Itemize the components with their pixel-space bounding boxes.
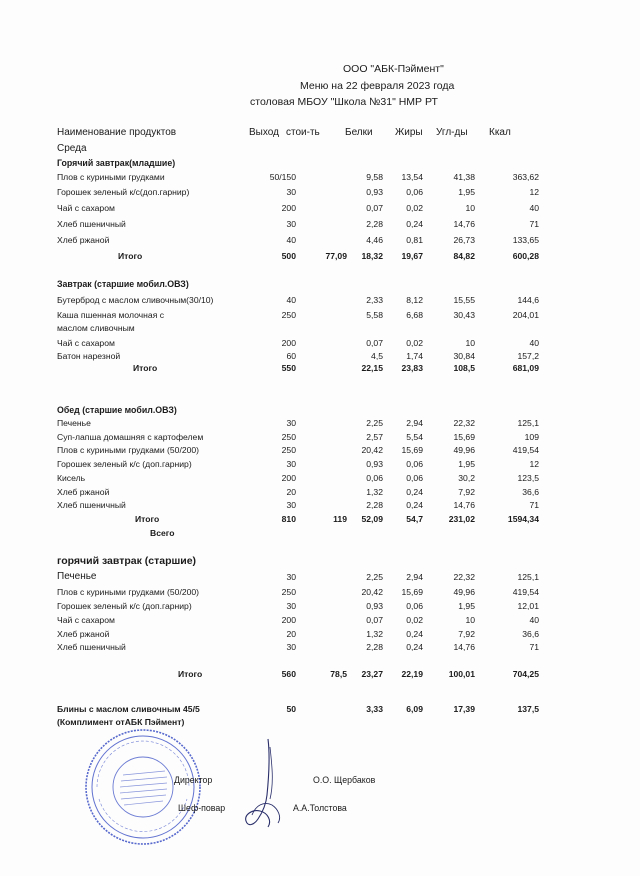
cell-carbs: 10	[465, 203, 475, 213]
cell-name: Хлеб пшеничный	[57, 219, 126, 229]
cell-carbs: 17,39	[453, 704, 475, 714]
cell-fats: 0,06	[406, 601, 423, 611]
table-row	[0, 486, 640, 498]
cell-name: Хлеб ржаной	[57, 629, 110, 639]
cell-carbs: 14,76	[453, 500, 475, 510]
cell-kcal: 71	[529, 642, 539, 652]
cell-fats: 22,19	[401, 669, 423, 679]
cell-proteins: 1,32	[366, 629, 383, 639]
cell-kcal: 125,1	[517, 418, 539, 428]
cell-kcal: 71	[529, 219, 539, 229]
cell-name: Каша пшенная молочная с	[57, 310, 165, 320]
cell-cost: 77,09	[325, 251, 347, 261]
grand-total-label: Всего	[150, 528, 175, 538]
cell-carbs: 30,43	[453, 310, 475, 320]
cell-proteins: 2,25	[366, 418, 383, 428]
cell-fats: 2,94	[406, 418, 423, 428]
cell-kcal: 419,54	[512, 587, 539, 597]
cell-proteins: 1,32	[366, 487, 383, 497]
cell-name: Горошек зеленый к/с(доп.гарнир)	[57, 187, 190, 197]
cell-proteins: 3,33	[366, 704, 383, 714]
total-label: Итого	[135, 514, 160, 524]
col-header-cost: стои-ть	[286, 127, 320, 138]
cell-fats: 8,12	[406, 295, 423, 305]
table-row	[0, 309, 640, 321]
table-row	[0, 431, 640, 443]
cell-carbs: 108,5	[453, 363, 475, 373]
cell-proteins: 0,07	[366, 203, 383, 213]
extra-item-row	[0, 703, 640, 715]
cell-proteins: 2,57	[366, 432, 383, 442]
cell-name: Плов с куриными грудками (50/200)	[57, 587, 200, 597]
cell-kcal: 419,54	[512, 445, 539, 455]
cell-fats: 15,69	[401, 587, 423, 597]
table-row	[0, 337, 640, 349]
cell-carbs: 10	[465, 338, 475, 348]
cell-kcal: 704,25	[512, 669, 539, 679]
col-header-kcal: Ккал	[489, 127, 511, 138]
cell-carbs: 7,92	[458, 487, 475, 497]
cell-proteins: 2,33	[366, 295, 383, 305]
cell-kcal: 36,6	[522, 629, 539, 639]
cell-out: 30	[286, 219, 296, 229]
cell-out: 200	[281, 203, 296, 213]
cell-carbs: 14,76	[453, 642, 475, 652]
cell-name: Горошек зеленый к/с (доп.гарнир)	[57, 601, 192, 611]
cell-carbs: 26,73	[453, 235, 475, 245]
cell-proteins: 4,5	[371, 351, 383, 361]
cell-fats: 0,24	[406, 629, 423, 639]
table-row	[0, 186, 640, 198]
cell-name: Кисель	[57, 473, 86, 483]
cell-fats: 23,83	[401, 363, 423, 373]
table-row	[0, 472, 640, 484]
cell-kcal: 133,65	[512, 235, 539, 245]
cell-out: 550	[281, 363, 296, 373]
cell-carbs: 30,84	[453, 351, 475, 361]
school-stamp	[83, 727, 203, 847]
cell-proteins: 18,32	[361, 251, 383, 261]
cell-out: 250	[281, 445, 296, 455]
cell-out: 30	[286, 418, 296, 428]
cell-out: 200	[281, 615, 296, 625]
cell-out: 560	[281, 669, 296, 679]
cell-carbs: 100,01	[448, 669, 475, 679]
cell-proteins: 0,93	[366, 459, 383, 469]
cell-fats: 6,09	[406, 704, 423, 714]
cell-fats: 0,24	[406, 219, 423, 229]
cell-proteins: 2,28	[366, 219, 383, 229]
cell-fats: 0,02	[406, 615, 423, 625]
cell-out: 810	[281, 514, 296, 524]
grand-total-row	[0, 527, 640, 539]
canteen-name: столовая МБОУ "Школа №31" НМР РТ	[250, 96, 438, 108]
section-title: Горячий завтрак(младшие)	[57, 158, 176, 168]
table-row-continuation	[0, 322, 640, 334]
cell-carbs: 49,96	[453, 445, 475, 455]
cell-kcal: 125,1	[517, 572, 539, 582]
cell-fats: 0,81	[406, 235, 423, 245]
cell-carbs: 1,95	[458, 187, 475, 197]
cell-proteins: 2,28	[366, 642, 383, 652]
table-row	[0, 234, 640, 246]
director-role: Директор	[174, 775, 213, 785]
cell-name: Чай с сахаром	[57, 338, 115, 348]
cell-kcal: 157,2	[517, 351, 539, 361]
cell-kcal: 40	[529, 615, 539, 625]
cell-kcal: 363,62	[512, 172, 539, 182]
cell-kcal: 12,01	[517, 601, 539, 611]
cell-proteins: 0,93	[366, 601, 383, 611]
table-row	[0, 614, 640, 626]
cell-name: Плов с куриными грудками	[57, 172, 165, 182]
col-header-fats: Жиры	[395, 127, 423, 138]
total-row	[0, 250, 640, 262]
cell-fats: 13,54	[401, 172, 423, 182]
cell-kcal: 204,01	[512, 310, 539, 320]
cell-kcal: 681,09	[512, 363, 539, 373]
cell-carbs: 1,95	[458, 601, 475, 611]
cell-carbs: 49,96	[453, 587, 475, 597]
cell-fats: 0,24	[406, 642, 423, 652]
cell-kcal: 123,5	[517, 473, 539, 483]
cell-name: Блины с маслом сливочным 45/5	[57, 704, 200, 714]
cell-fats: 5,54	[406, 432, 423, 442]
cell-out: 60	[286, 351, 296, 361]
total-label: Итого	[178, 669, 203, 679]
table-row	[0, 600, 640, 612]
cell-fats: 1,74	[406, 351, 423, 361]
cell-kcal: 144,6	[517, 295, 539, 305]
cell-out: 30	[286, 500, 296, 510]
cell-carbs: 1,95	[458, 459, 475, 469]
cell-name: Хлеб ржаной	[57, 235, 110, 245]
table-row	[0, 171, 640, 183]
cell-kcal: 71	[529, 500, 539, 510]
chef-role: Шеф-повар	[178, 803, 226, 813]
cell-carbs: 22,32	[453, 418, 475, 428]
cell-cost: 119	[333, 514, 347, 524]
table-row	[0, 294, 640, 306]
section-title: горячий завтрак (старшие)	[57, 555, 197, 567]
cell-out: 30	[286, 187, 296, 197]
cell-out: 250	[281, 587, 296, 597]
cell-proteins: 2,28	[366, 500, 383, 510]
cell-name: Печенье	[57, 418, 91, 428]
cell-kcal: 40	[529, 338, 539, 348]
cell-proteins: 23,27	[361, 669, 383, 679]
cell-fats: 0,24	[406, 500, 423, 510]
cell-proteins: 20,42	[361, 587, 383, 597]
cell-out: 20	[286, 487, 296, 497]
cell-carbs: 84,82	[453, 251, 475, 261]
menu-date: Меню на 22 февраля 2023 года	[300, 80, 455, 92]
cell-proteins: 0,07	[366, 615, 383, 625]
cell-proteins: 2,25	[366, 572, 383, 582]
cell-proteins: 9,58	[366, 172, 383, 182]
cell-name: Батон нарезной	[57, 351, 121, 361]
total-label: Итого	[118, 251, 143, 261]
cell-fats: 54,7	[406, 514, 423, 524]
table-row	[0, 458, 640, 470]
table-row	[0, 641, 640, 653]
cell-kcal: 12	[529, 459, 539, 469]
table-row	[0, 202, 640, 214]
total-label: Итого	[133, 363, 158, 373]
total-row	[0, 362, 640, 374]
cell-fats: 0,06	[406, 473, 423, 483]
cell-proteins: 0,93	[366, 187, 383, 197]
cell-fats: 0,06	[406, 187, 423, 197]
cell-out: 30	[286, 572, 296, 582]
cell-name: Бутерброд с маслом сливочным(30/10)	[57, 295, 214, 305]
cell-out: 30	[286, 601, 296, 611]
director-name: О.О. Щербаков	[313, 775, 376, 785]
cell-name: Плов с куриными грудками (50/200)	[57, 445, 200, 455]
cell-proteins: 22,15	[361, 363, 383, 373]
cell-out: 30	[286, 459, 296, 469]
cell-carbs: 7,92	[458, 629, 475, 639]
cell-fats: 2,94	[406, 572, 423, 582]
cell-fats: 15,69	[401, 445, 423, 455]
cell-fats: 0,02	[406, 203, 423, 213]
cell-fats: 0,06	[406, 459, 423, 469]
cell-carbs: 10	[465, 615, 475, 625]
table-row	[0, 586, 640, 598]
table-row	[0, 628, 640, 640]
cell-kcal: 12	[529, 187, 539, 197]
section-title: Завтрак (старшие мобил.ОВЗ)	[57, 279, 189, 289]
cell-out: 250	[281, 432, 296, 442]
cell-carbs: 14,76	[453, 219, 475, 229]
company-name: ООО "АБК-Пэймент"	[343, 63, 444, 75]
cell-out: 50/150	[269, 172, 296, 182]
section-title: Обед (старшие мобил.ОВЗ)	[57, 405, 177, 415]
cell-name: маслом сливочным	[57, 323, 135, 333]
table-row	[0, 571, 640, 583]
cell-proteins: 0,07	[366, 338, 383, 348]
cell-out: 50	[286, 704, 296, 714]
cell-carbs: 231,02	[448, 514, 475, 524]
cell-kcal: 109	[524, 432, 539, 442]
table-row	[0, 444, 640, 456]
cell-out: 40	[286, 235, 296, 245]
cell-kcal: 36,6	[522, 487, 539, 497]
cell-kcal: 1594,34	[507, 514, 539, 524]
cell-carbs: 30,2	[458, 473, 475, 483]
cell-proteins: 0,06	[366, 473, 383, 483]
col-header-carbs: Угл-ды	[436, 127, 468, 138]
cell-cost: 78,5	[330, 669, 347, 679]
cell-out: 20	[286, 629, 296, 639]
cell-name: Печенье	[57, 571, 97, 582]
cell-name: Хлеб пшеничный	[57, 500, 126, 510]
col-header-proteins: Белки	[345, 127, 373, 138]
cell-out: 30	[286, 642, 296, 652]
cell-fats: 19,67	[401, 251, 423, 261]
table-row	[0, 218, 640, 230]
cell-fats: 6,68	[406, 310, 423, 320]
handwritten-signature	[238, 735, 298, 835]
table-row	[0, 499, 640, 511]
cell-out: 40	[286, 295, 296, 305]
cell-carbs: 41,38	[453, 172, 475, 182]
cell-out: 200	[281, 473, 296, 483]
cell-proteins: 5,58	[366, 310, 383, 320]
cell-proteins: 4,46	[366, 235, 383, 245]
cell-name: Хлеб ржаной	[57, 487, 110, 497]
cell-fats: 0,24	[406, 487, 423, 497]
col-header-out: Выход	[249, 127, 279, 138]
cell-carbs: 15,55	[453, 295, 475, 305]
cell-kcal: 600,28	[512, 251, 539, 261]
cell-fats: 0,02	[406, 338, 423, 348]
cell-kcal: 137,5	[517, 704, 539, 714]
cell-name: Чай с сахаром	[57, 615, 115, 625]
cell-carbs: 15,69	[453, 432, 475, 442]
cell-proteins: 20,42	[361, 445, 383, 455]
total-row	[0, 668, 640, 680]
cell-name: Чай с сахаром	[57, 203, 115, 213]
cell-carbs: 22,32	[453, 572, 475, 582]
table-row	[0, 350, 640, 362]
cell-kcal: 40	[529, 203, 539, 213]
cell-out: 500	[281, 251, 296, 261]
cell-out: 200	[281, 338, 296, 348]
total-row	[0, 513, 640, 525]
day-label: Среда	[57, 143, 87, 154]
cell-name: Горошек зеленый к/с (доп.гарнир)	[57, 459, 192, 469]
table-row	[0, 417, 640, 429]
cell-name: Суп-лапша домашняя с картофелем	[57, 432, 204, 442]
cell-proteins: 52,09	[361, 514, 383, 524]
col-header-name: Наименование продуктов	[57, 127, 177, 138]
cell-note: (Комплимент отАБК Пэймент)	[57, 717, 185, 727]
cell-out: 250	[281, 310, 296, 320]
chef-name: А.А.Толстова	[293, 803, 347, 813]
cell-name: Хлеб пшеничный	[57, 642, 126, 652]
